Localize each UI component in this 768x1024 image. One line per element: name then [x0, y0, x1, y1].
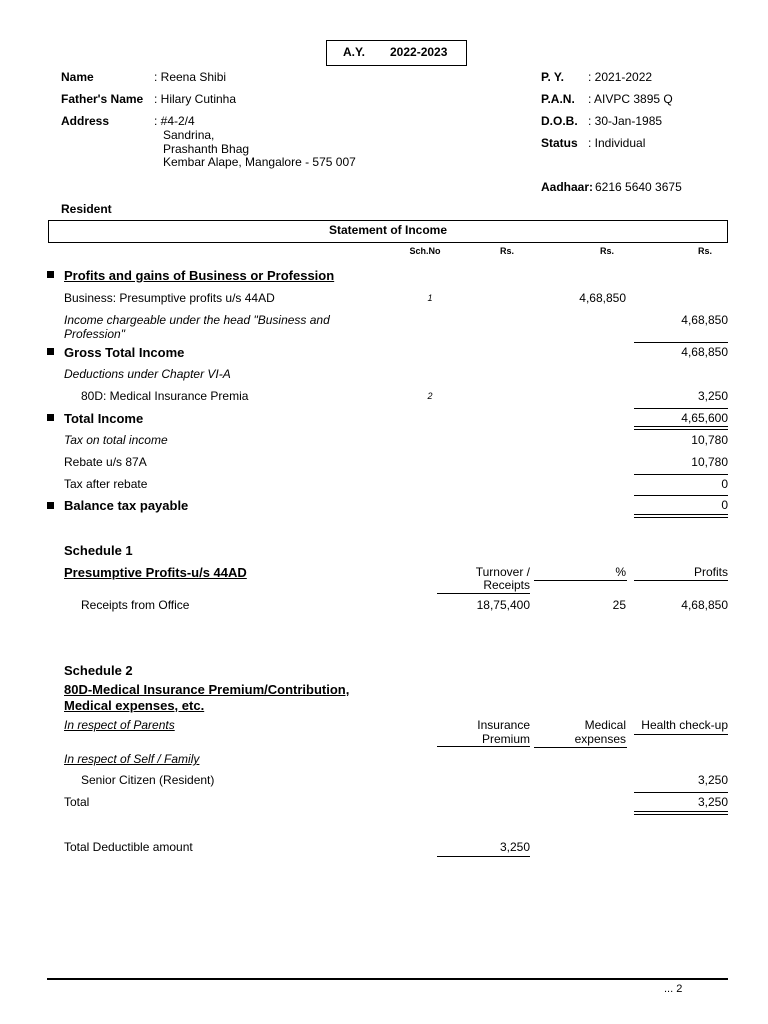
s2-total-label: Total — [64, 795, 90, 809]
footer-rule — [47, 978, 728, 980]
s2-total-rule — [634, 792, 728, 793]
after-rebate-amount: 0 — [721, 477, 728, 491]
business-sch: 1 — [427, 293, 433, 303]
schedule1-title: Schedule 1 — [64, 543, 133, 558]
s1-rule-turnover — [437, 593, 530, 594]
after-rebate-label: Tax after rebate — [64, 477, 148, 491]
page-marker: ... 2 — [664, 983, 683, 995]
s2-senior-amount: 3,250 — [697, 773, 728, 787]
ded80d-amount: 3,250 — [697, 389, 728, 403]
aadhaar-value: 6216 5640 3675 — [595, 180, 682, 194]
gti-rule — [634, 342, 728, 343]
pan-label: P.A.N. — [541, 92, 575, 106]
s1-row-profits: 4,68,850 — [681, 598, 728, 612]
s1-col-turnover-line2: Receipts — [483, 578, 530, 592]
s2-col-medical-line1: Medical — [584, 718, 626, 732]
address-line-1: : #4-2/4 — [154, 114, 195, 128]
s2-deductible-amount: 3,250 — [499, 840, 530, 854]
s1-rule-profits — [634, 580, 728, 581]
name-value: : Reena Shibi — [154, 70, 227, 84]
s2-col-insurance-line2: Premium — [481, 732, 530, 746]
residency-status: Resident — [61, 202, 112, 216]
gti-label: Gross Total Income — [64, 345, 185, 360]
total-income-label: Total Income — [64, 411, 144, 426]
address-line-4: Kembar Alape, Mangalore - 575 007 — [163, 155, 356, 169]
s2-self-label: In respect of Self / Family — [64, 752, 200, 766]
total-income-double-rule — [634, 426, 728, 430]
total-income-amount: 4,65,600 — [681, 411, 728, 425]
total-income-rule — [634, 408, 728, 409]
address-line-3: Prashanth Bhag — [163, 142, 250, 156]
s2-deductible-label: Total Deductible amount — [64, 840, 193, 854]
schedule2-heading-line1: 80D-Medical Insurance Premium/Contribution, — [64, 682, 350, 697]
rebate-amount: 10,780 — [691, 455, 728, 469]
ay-label: A.Y. — [343, 45, 366, 59]
chargeable-line-1: Income chargeable under the head "Business and — [64, 313, 330, 327]
business-label: Business: Presumptive profits u/s 44AD — [64, 291, 275, 305]
s2-col-checkup: Health check-up — [641, 718, 728, 732]
s2-rule-checkup — [634, 734, 728, 735]
balance-label: Balance tax payable — [64, 498, 189, 513]
bullet-icon — [47, 414, 54, 421]
s1-col-percent: % — [615, 565, 626, 579]
bullet-icon — [47, 271, 54, 278]
s2-parents-label: In respect of Parents — [64, 718, 175, 732]
dob-value: : 30-Jan-1985 — [588, 114, 663, 128]
s2-col-medical-line2: expenses — [574, 732, 626, 746]
s2-rule-medical — [534, 747, 627, 748]
bullet-icon — [47, 502, 54, 509]
s1-row-label: Receipts from Office — [81, 598, 190, 612]
business-amount: 4,68,850 — [579, 291, 626, 305]
s2-total-amount: 3,250 — [697, 795, 728, 809]
s1-col-profits: Profits — [693, 565, 728, 579]
gti-amount: 4,68,850 — [681, 345, 728, 359]
py-value: : 2021-2022 — [588, 70, 653, 84]
tax-label: Tax on total income — [64, 433, 168, 447]
bullet-icon — [47, 348, 54, 355]
statement-title: Statement of Income — [328, 223, 448, 237]
ay-value: 2022-2023 — [390, 45, 448, 59]
py-label: P. Y. — [541, 70, 564, 84]
rebate-rule — [634, 474, 728, 475]
s2-senior-label: Senior Citizen (Resident) — [81, 773, 215, 787]
col-rs-1: Rs. — [499, 246, 514, 256]
s1-row-turnover: 18,75,400 — [476, 598, 530, 612]
s2-deductible-rule — [437, 856, 530, 857]
address-label: Address — [61, 114, 110, 128]
ded80d-label: 80D: Medical Insurance Premia — [81, 389, 249, 403]
pan-value: : AIVPC 3895 Q — [588, 92, 673, 106]
balance-double-rule — [634, 514, 728, 518]
father-value: : Hilary Cutinha — [154, 92, 237, 106]
pgbp-heading: Profits and gains of Business or Profession — [64, 268, 335, 283]
balance-amount: 0 — [721, 498, 728, 512]
father-label: Father's Name — [61, 92, 144, 106]
schedule1-heading: Presumptive Profits-u/s 44AD — [64, 565, 247, 580]
s2-rule-insurance — [437, 746, 530, 747]
s2-total-double-rule — [634, 811, 728, 815]
s2-col-insurance-line1: Insurance — [477, 718, 530, 732]
col-rs-3: Rs. — [697, 246, 712, 256]
chargeable-line-2: Profession" — [64, 327, 125, 341]
status-value: : Individual — [588, 136, 646, 150]
s1-col-turnover-line1: Turnover / — [475, 565, 530, 579]
schedule2-title: Schedule 2 — [64, 663, 133, 678]
deductions-label: Deductions under Chapter VI-A — [64, 367, 231, 381]
col-rs-2: Rs. — [599, 246, 614, 256]
after-rebate-rule — [634, 495, 728, 496]
ded80d-sch: 2 — [427, 391, 433, 401]
schedule2-heading-line2: Medical expenses, etc. — [64, 698, 205, 713]
s1-row-percent: 25 — [612, 598, 626, 612]
status-label: Status — [541, 136, 578, 150]
rebate-label: Rebate u/s 87A — [64, 455, 147, 469]
name-label: Name — [61, 70, 94, 84]
dob-label: D.O.B. — [541, 114, 578, 128]
s1-rule-percent — [534, 580, 627, 581]
aadhaar-label: Aadhaar: — [541, 180, 594, 194]
tax-amount: 10,780 — [691, 433, 728, 447]
col-schno: Sch.No — [409, 246, 441, 256]
address-line-2: Sandrina, — [163, 128, 215, 142]
chargeable-amount: 4,68,850 — [681, 313, 728, 327]
